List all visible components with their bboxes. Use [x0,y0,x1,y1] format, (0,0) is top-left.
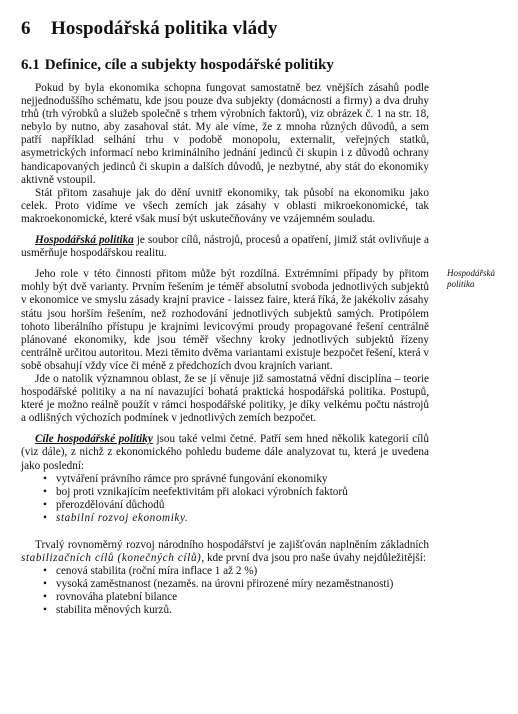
bullet-icon: • [43,604,47,617]
bullet-icon: • [43,591,47,604]
bullet-icon: • [43,472,47,485]
list-item: • boj proti vznikajícím neefektivitám při alokaci výrobních faktorů [43,485,348,498]
stabilization-goals-term: stabilizačních cílů (konečných cílů) [21,552,202,565]
definition-text: je soubor cílů, nástrojů, procesů a opatření, jimiž stát ovlivňuje a usměrňuje hospodářskou realitu. [21,234,429,260]
section-number: 6.1 [21,57,40,73]
paragraph-definition [21,234,429,260]
chapter-heading [21,18,277,40]
chapter-title: Hospodářská politika vlády [51,18,278,39]
term-hospodarska-politika: Hospodářská politika [35,234,134,247]
paragraph-goals [21,433,429,472]
main-text-column [21,82,429,618]
goals-list [21,473,429,525]
paragraph-role-variants: Jeho role v této činnosti přitom může být rozdílná. Extrémními případy by přitom mohly být dvě varianty. Prvním řešením je téměř absolutní svoboda jednotlivých subjektů v ekonomice ve smyslu zásady krajní pravice - laissez faire, která říká, že jakékoliv zásahy státu jsou horším řešením, než rozhodování jednotlivých subjektů samých. Protipólem tohoto liberálního přístupu je krajními levicovými proudy propagované řešení centrálně plánované ekonomiky, kde jsou téměř všechny kroky jednotlivých subjektů řízeny centrálně určitou autoritou. Mezi těmito dvěma variantami existuje bezpočet řešení, která v sobě obsahují vždy více či méně z předchozích dvou krajních variant. [21,268,429,372]
bullet-icon: • [43,565,47,578]
list-item: • vysoká zaměstnanost (nezaměs. na úrovni přirozené míry nezaměstnanosti) [43,578,394,591]
chapter-number: 6 [21,18,31,39]
list-item: • vytváření právního rámce pro správné fungování ekonomiky [43,472,328,485]
goals-text: jsou také velmi četné. Patří sem hned několik kategorií cílů (viz dále), z nichž z ekonomického pohledu budeme dále analyzovat tu, která je uvedena jako poslední: [21,433,429,472]
list-item: • rovnováha platební bilance [43,591,178,604]
paragraph-discipline: Jde o natolik významnou oblast, že se jí věnuje již samostatná vědní disciplína – teorie hospodářské politiky a na ní navazující bohatá praktická hospodářská politika. Postupů, které je možno reálně použít v rámci hospodářské politiky, je díky velkému počtu nástrojů a odlišných výchozích podmínek v jednotlivých zemích bezpočet. [21,372,429,425]
paragraph-intro: Pokud by byla ekonomika schopna fungovat samostatně bez vnějších zásahů podle nejjednoduššího schématu, kde jsou pouze dva subjekty (domácnosti a firmy) a dva druhy trhů (trh výrobků a služeb společně s trhem výrobních faktorů), viz obrázek č. 1 na str. 18, nebylo by nutno, aby zasahoval stát. My ale víme, že z mnoha různých důvodů, a sem patří například selhání trhu v podobě monopolu, externalit, veřejných statků, asymetrických informací nebo kriminálního jednání jedinců či skupin i z důvodů ochrany handicapovaných jedinců či skupin a dalších důvodů, je nezbytné, aby stát do ekonomiky aktivně vstoupil. [21,82,429,186]
paragraph-state-intervention: Stát přitom zasahuje jak do dění uvnitř ekonomiky, tak působí na ekonomiku jako celek. Proto vidíme ve všech zemích jak zásahy v oblasti mikroekonomické, tak makroekonomické, které však musí být uskutečňovány ve vzájemném souladu. [21,186,429,225]
list-item: • stabilní rozvoj ekonomiky. [43,511,189,524]
list-item: • cenová stabilita (roční míra inflace 1 až 2 %) [43,565,258,578]
margin-note: Hospodářská politika [447,268,496,289]
paragraph-stabilization: Trvalý rovnoměrný rozvoj národního hospodářství je zajišťován naplněním základních stabilizačních cílů (konečných cílů), kde první dva jsou pro naše úvahy nejdůležitější: [21,539,429,565]
bullet-icon: • [43,511,47,524]
bullet-icon: • [43,498,47,511]
section-heading [21,57,334,74]
term-cile-hospodarske-politiky: Cíle hospodářské politiky [35,433,153,446]
list-item: • přerozdělování důchodů [43,498,165,511]
bullet-icon: • [43,485,47,498]
list-item: • stabilita měnových kurzů. [43,604,172,617]
bullet-icon: • [43,578,47,591]
stabilization-list [21,565,429,617]
section-title: Definice, cíle a subjekty hospodářské politiky [44,57,334,73]
